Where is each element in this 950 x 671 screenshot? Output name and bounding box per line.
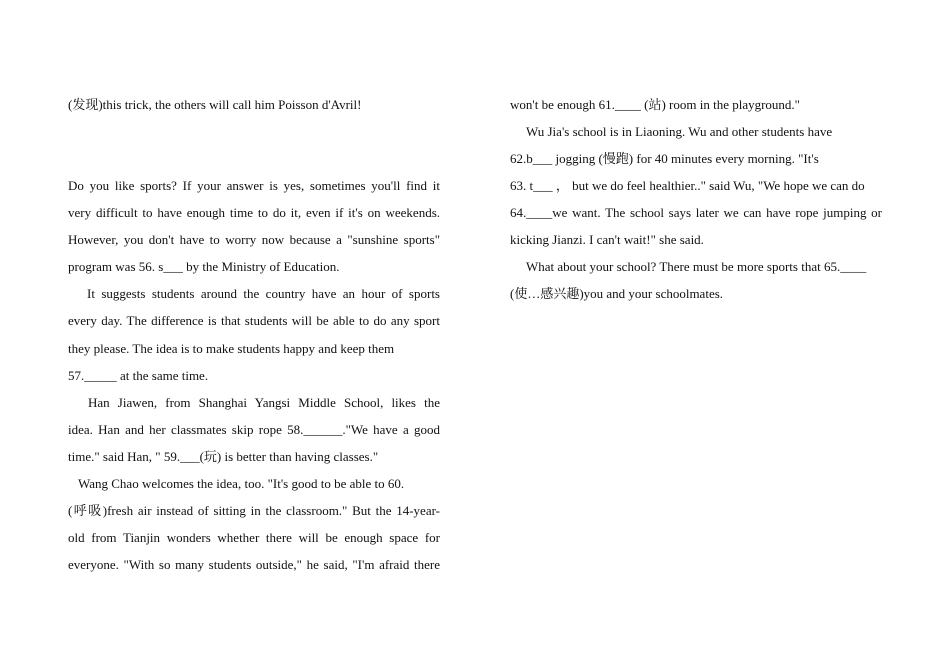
text-line: 63. t___ ， but we do feel healthier.." said Wu, "We hope we can do: [510, 178, 865, 193]
text-line: they please. The idea is to make students happy and keep them: [68, 341, 395, 356]
text-line: old from Tianjin wonders whether there will be enough space for: [68, 530, 440, 545]
text-line: Do you like sports? If your answer is yes, sometimes you'll find it: [68, 178, 440, 193]
text-line: (使…感兴趣)you and your schoolmates.: [510, 286, 724, 301]
text-line: 62.b___ jogging (慢跑) for 40 minutes every morning. "It's: [510, 151, 819, 166]
text-line: (发现)this trick, the others will call him Poisson d'Avril!: [68, 97, 362, 112]
text-line: What about your school? There must be more sports that 65.____: [526, 259, 867, 274]
text-line: Wang Chao welcomes the idea, too. "It's good to be able to 60.: [78, 476, 405, 491]
text-line: everyone. "With so many students outside," he said, "I'm afraid there: [68, 557, 440, 572]
text-line: won't be enough 61.____ (站) room in the playground.": [510, 97, 800, 112]
text-line: every day. The difference is that students will be able to do any sport: [68, 313, 440, 328]
text-line: idea. Han and her classmates skip rope 58.______."We have a good: [68, 422, 440, 437]
text-line: 57._____ at the same time.: [68, 368, 209, 383]
text-line: 64.____we want. The school says later we can have rope jumping or: [510, 205, 882, 220]
text-line: time." said Han, " 59.___(玩) is better than having classes.": [68, 449, 379, 464]
text-line: Han Jiawen, from Shanghai Yangsi Middle School, likes the: [88, 395, 440, 410]
text-line: (呼吸)fresh air instead of sitting in the classroom." But the 14-year-: [68, 503, 440, 518]
text-line: However, you don't have to worry now because a "sunshine sports": [68, 232, 440, 247]
text-line: very difficult to have enough time to do it, even if it's on weekends.: [68, 205, 440, 220]
text-line: Wu Jia's school is in Liaoning. Wu and other students have: [526, 124, 833, 139]
text-line: It suggests students around the country have an hour of sports: [87, 286, 440, 301]
text-line: program was 56. s___ by the Ministry of Education.: [68, 259, 340, 274]
text-line: kicking Jianzi. I can't wait!" she said.: [510, 232, 704, 247]
